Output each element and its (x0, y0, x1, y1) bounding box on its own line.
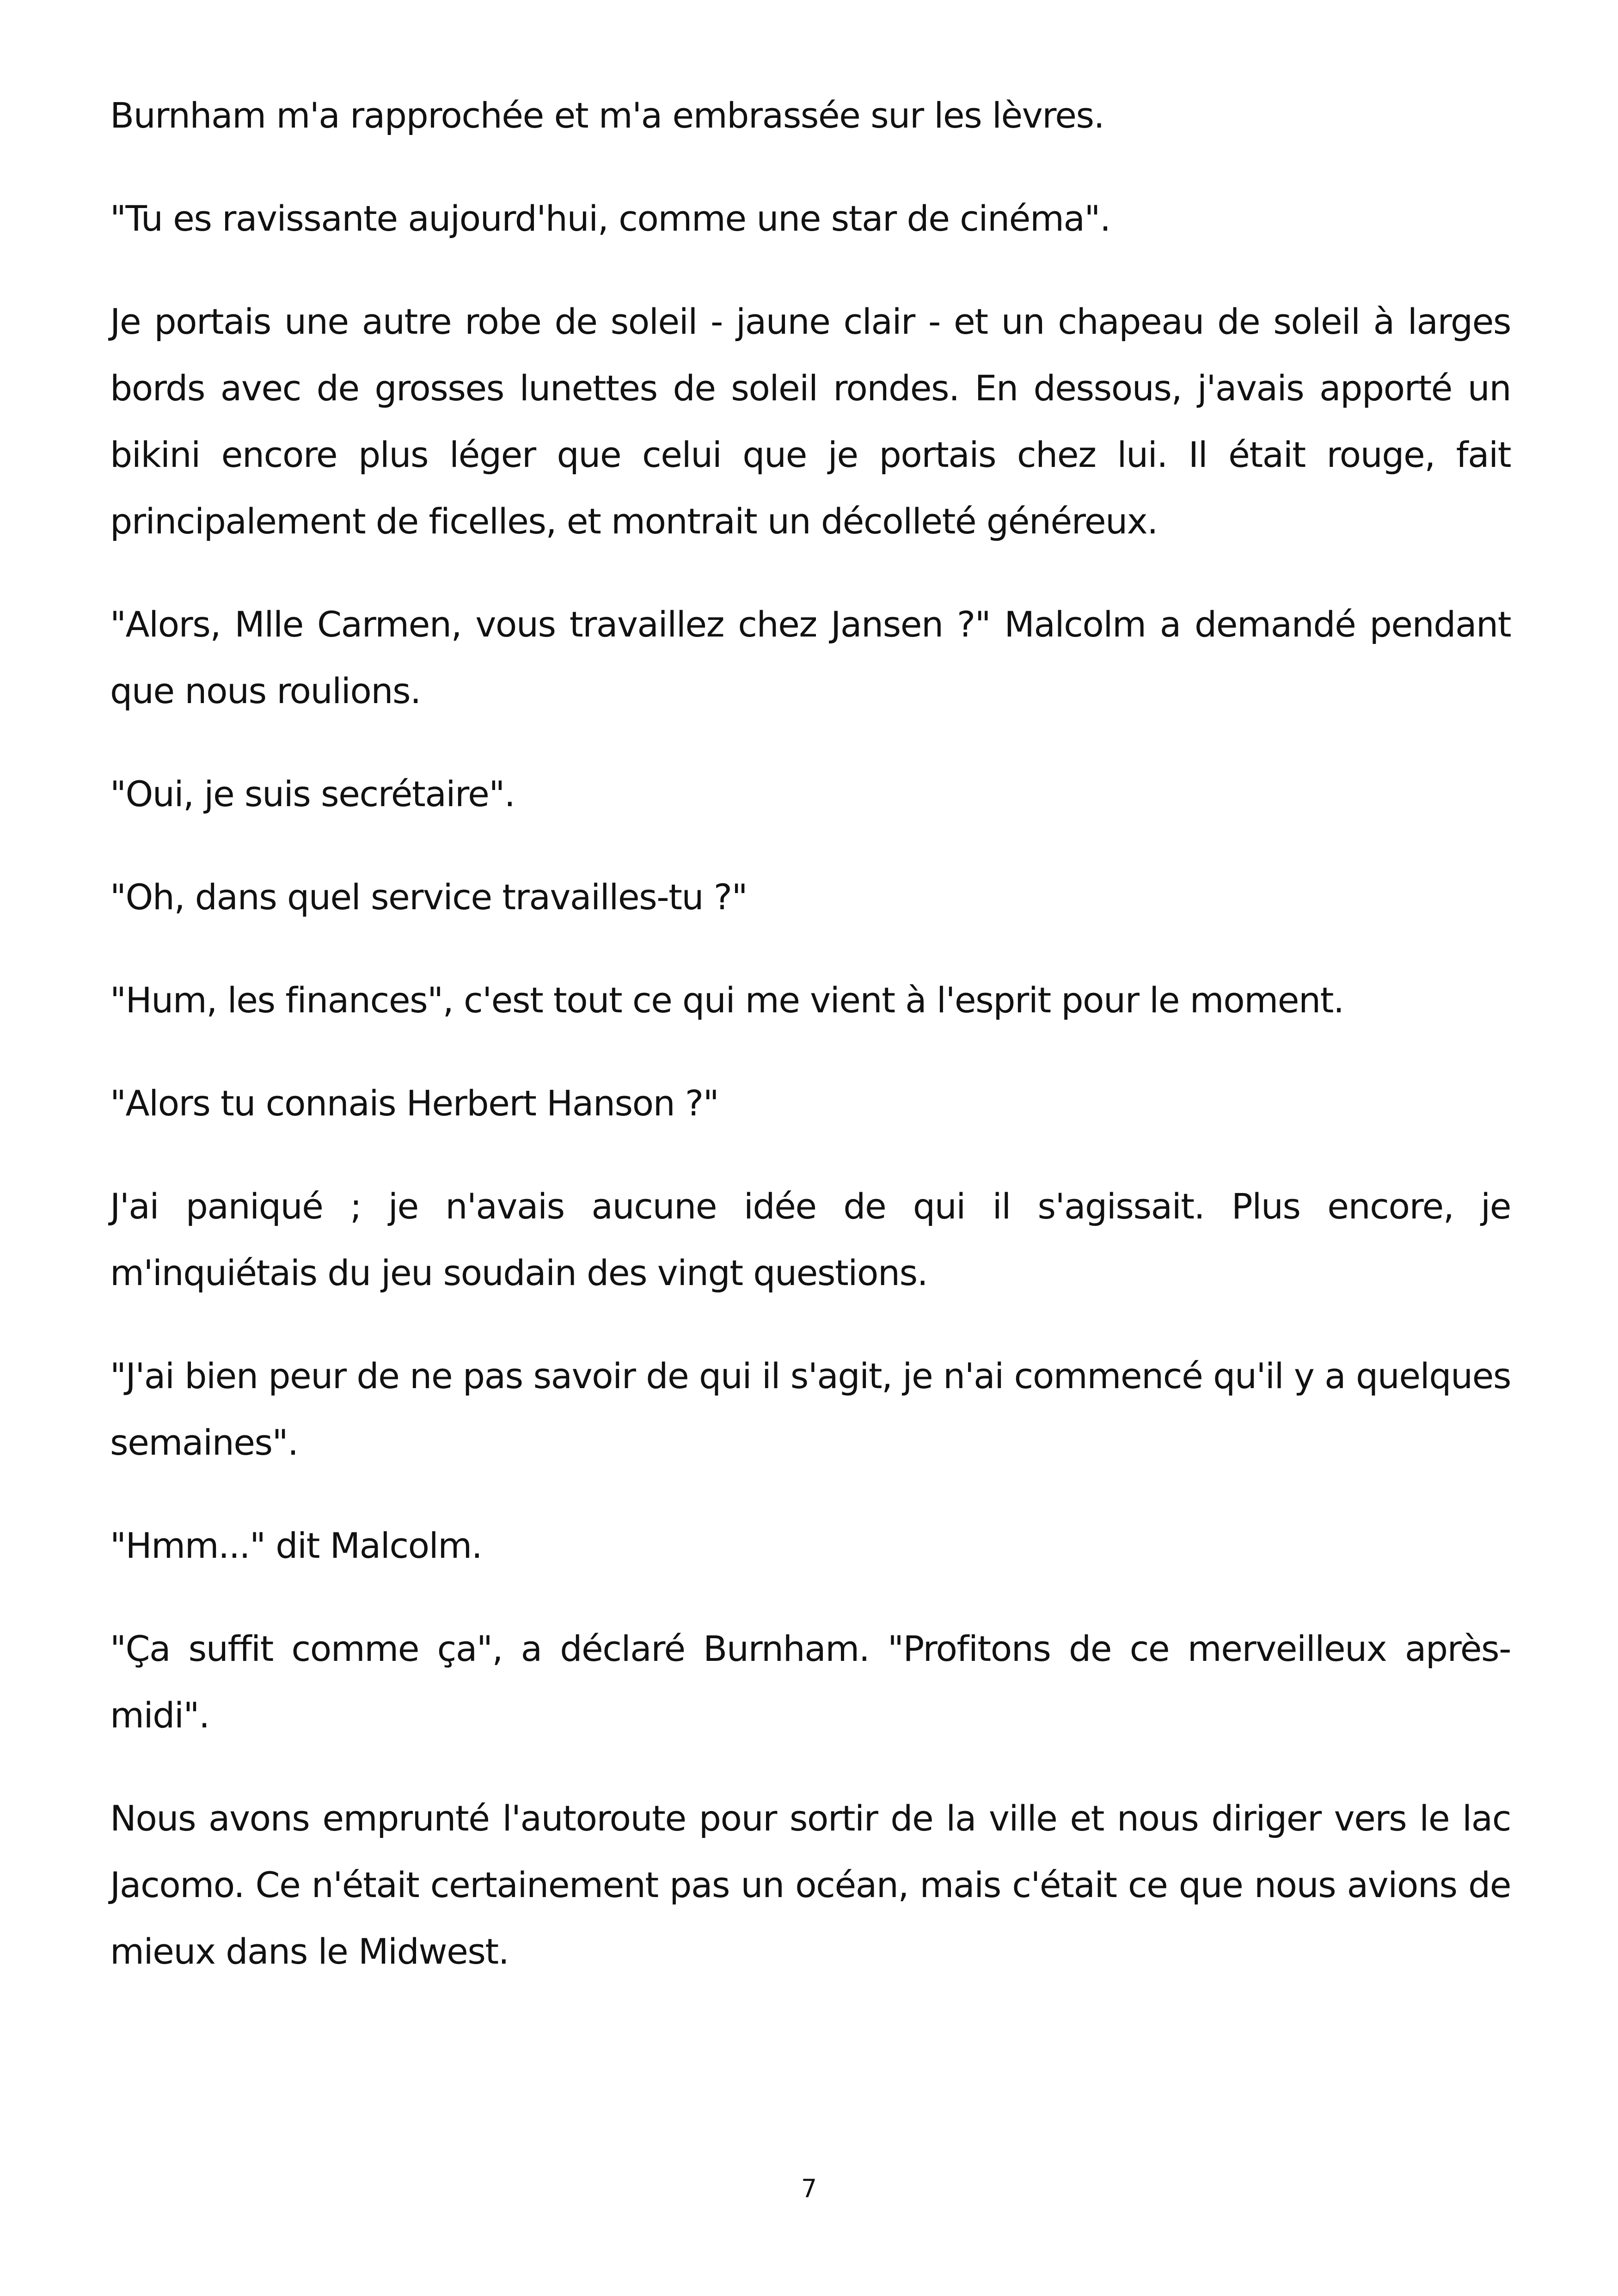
paragraph-6: "Oh, dans quel service travailles-tu ?" (110, 876, 748, 918)
paragraph-12: "Ça suffit comme ça", a déclaré Burnham. "Profitons de ce merveilleux après-midi". (110, 1628, 1511, 1736)
paragraph-4: "Alors, Mlle Carmen, vous travaillez chez Jansen ?" Malcolm a demandé pendant que nous roulions. (110, 604, 1511, 711)
paragraph-10: "J'ai bien peur de ne pas savoir de qui il s'agit, je n'ai commencé qu'il y a quelques semaines". (110, 1355, 1511, 1463)
paragraph-2: "Tu es ravissante aujourd'hui, comme une star de cinéma". (110, 198, 1110, 239)
page-number: 7 (801, 2174, 817, 2203)
paragraph-11: "Hmm..." dit Malcolm. (110, 1525, 482, 1566)
paragraph-3: Je portais une autre robe de soleil - jaune clair - et un chapeau de soleil à larges bords avec de grosses lunettes de soleil rondes. En dessous, j'avais apporté un bikini encore plus léger que celui que je portais chez lui. Il était rouge, fait principalement de ficelles, et montrait un décolleté généreux. (110, 301, 1511, 542)
paragraph-5: "Oui, je suis secrétaire". (110, 773, 515, 814)
paragraph-13: Nous avons emprunté l'autoroute pour sortir de la ville et nous diriger vers le lac Jacomo. Ce n'était certainement pas un océan, mais c'était ce que nous avions de mieux dans le Midwest. (110, 1798, 1511, 1972)
body-text (110, 82, 1511, 2021)
paragraph-1: Burnham m'a rapprochée et m'a embrassée sur les lèvres. (110, 95, 1104, 136)
paragraph-7: "Hum, les finances", c'est tout ce qui me vient à l'esprit pour le moment. (110, 980, 1344, 1021)
paragraph-8: "Alors tu connais Herbert Hanson ?" (110, 1083, 719, 1124)
paragraph-9: J'ai paniqué ; je n'avais aucune idée de qui il s'agissait. Plus encore, je m'inquiétais du jeu soudain des vingt questions. (110, 1186, 1511, 1293)
